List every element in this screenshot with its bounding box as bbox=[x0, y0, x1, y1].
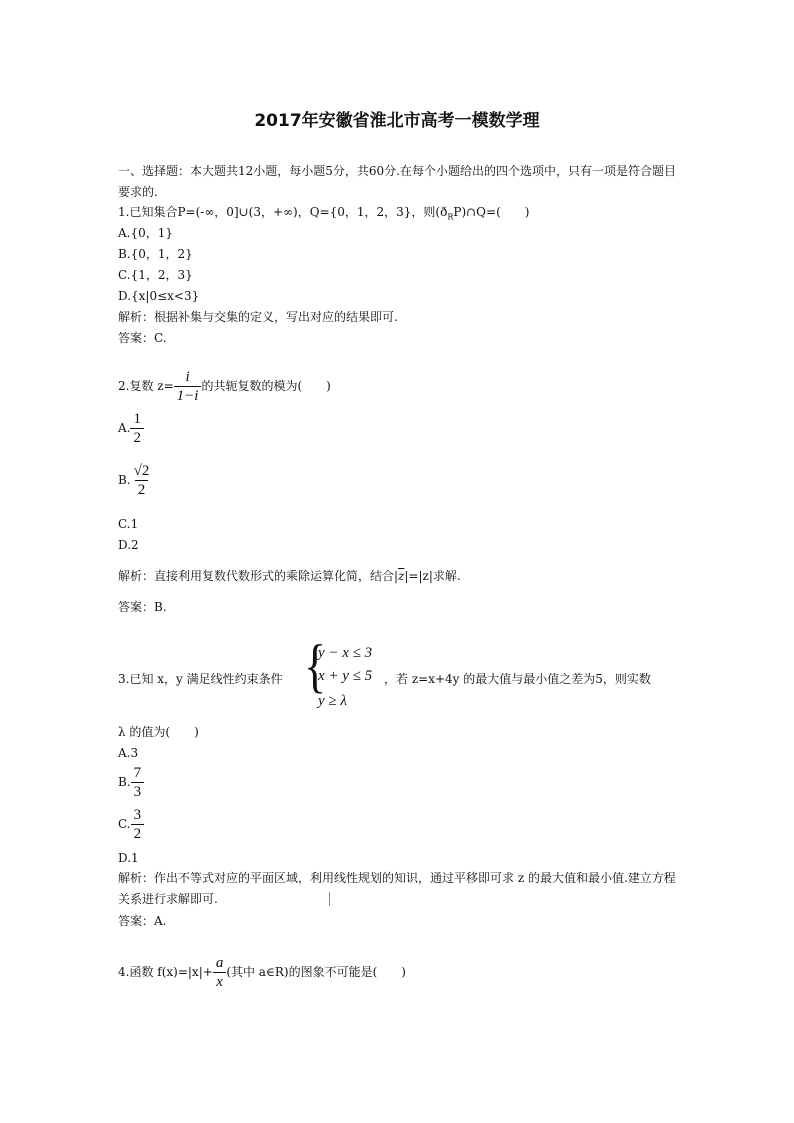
q2-opt-a-fraction bbox=[130, 410, 144, 447]
q2-opt-b-fraction bbox=[131, 462, 153, 499]
q3-option-c bbox=[118, 806, 144, 843]
q1-stem-text: 1.已知集合P=(-∞，0]∪(3，+∞)，Q={0，1，2，3}，则(ð bbox=[118, 205, 448, 219]
q3-system-brace: { bbox=[304, 632, 327, 699]
q3-opt-c-fraction bbox=[131, 806, 145, 843]
q4-frac-num: a bbox=[215, 955, 224, 971]
q3-opt-b-label: B. bbox=[118, 775, 131, 789]
q3-option-d: D.1 bbox=[118, 851, 139, 865]
q2-opt-b-label: B. bbox=[118, 473, 131, 487]
question-3-stem-post: ，若 z=x+4y 的最大值与最小值之差为5，则实数 bbox=[384, 672, 651, 686]
question-3-stem-line2: λ 的值为( ) bbox=[118, 725, 199, 739]
q4-stem-pre: 4.函数 f(x)=|x|+ bbox=[118, 965, 213, 979]
q1-subscript: R bbox=[447, 212, 454, 222]
q2-fraction bbox=[174, 368, 202, 405]
q3-constraint-2: x + y ≤ 5 bbox=[318, 668, 373, 684]
q1-analysis: 解析：根据补集与交集的定义，写出对应的结果即可. bbox=[118, 310, 398, 324]
q3-opt-b-num: 7 bbox=[133, 765, 142, 781]
q2-z-bar: $\overline{z}$ bbox=[398, 569, 405, 583]
q1-option-c: C.{1，2，3} bbox=[118, 268, 193, 282]
q2-opt-a-num: 1 bbox=[133, 411, 141, 427]
q1-option-d: D.{x|0≤x<3} bbox=[118, 289, 200, 303]
question-1-stem bbox=[118, 204, 529, 225]
q3-analysis: 解析：作出不等式对应的平面区域，利用线性规划的知识，通过平移即可求 z 的最大值和最小值.建立方程关系进行求解即可. bbox=[118, 871, 676, 906]
q3-opt-c-den: 2 bbox=[131, 824, 145, 843]
q3-option-a: A.3 bbox=[118, 746, 139, 760]
section-intro: 一、选择题：本大题共12小题，每小题5分，共60分.在每个小题给出的四个选项中，只有一项是符合题目要求的. bbox=[118, 164, 676, 199]
q3-constraint-3: y ≥ λ bbox=[318, 693, 347, 709]
page-title: 2017年安徽省淮北市高考一模数学理 bbox=[254, 111, 540, 131]
q3-opt-c-label: C. bbox=[118, 817, 131, 831]
q2-opt-a-label: A. bbox=[118, 421, 131, 435]
q2-analysis-post: |=|z|求解. bbox=[404, 569, 461, 583]
question-3-stem-pre: 3.已知 x，y 满足线性约束条件 bbox=[118, 672, 283, 686]
q2-option-b bbox=[118, 462, 152, 499]
q3-opt-b-fraction bbox=[131, 764, 145, 801]
q2-analysis bbox=[118, 568, 461, 584]
q2-opt-b-num: √2 bbox=[133, 463, 150, 479]
q3-opt-b-den: 3 bbox=[131, 782, 145, 801]
q2-option-a bbox=[118, 410, 144, 447]
q4-fraction bbox=[213, 954, 227, 991]
q3-option-b bbox=[118, 764, 144, 801]
q2-stem-post: 的共轭复数的模为( ) bbox=[201, 379, 331, 393]
q2-frac-num: i bbox=[185, 369, 190, 385]
question-4-stem bbox=[118, 954, 406, 991]
q2-frac-den: 1−i bbox=[174, 386, 202, 405]
q1-stem-end: P)∩Q=( ) bbox=[453, 205, 530, 219]
q1-option-a: A.{0，1} bbox=[118, 226, 174, 240]
q2-analysis-pre: 解析：直接利用复数代数形式的乘除运算化简，结合| bbox=[118, 569, 399, 583]
question-2-stem bbox=[118, 368, 331, 405]
q2-opt-a-den: 2 bbox=[130, 428, 144, 447]
q3-opt-c-num: 3 bbox=[133, 807, 142, 823]
q4-stem-post: (其中 a∈R)的图象不可能是( ) bbox=[226, 965, 406, 979]
q2-option-d: D.2 bbox=[118, 538, 139, 552]
q3-answer: 答案：A. bbox=[118, 914, 167, 928]
q4-frac-den: x bbox=[213, 972, 226, 991]
q3-constraint-1: y − x ≤ 3 bbox=[318, 645, 373, 661]
q2-stem-pre: 2.复数 z= bbox=[118, 379, 174, 393]
q2-answer: 答案：B. bbox=[118, 600, 167, 614]
q1-option-b: B.{0，1，2} bbox=[118, 247, 193, 261]
cursor-mark bbox=[329, 892, 330, 906]
q1-answer: 答案：C. bbox=[118, 331, 167, 345]
q2-opt-b-den: 2 bbox=[135, 480, 149, 499]
q2-option-c: C.1 bbox=[118, 517, 139, 531]
